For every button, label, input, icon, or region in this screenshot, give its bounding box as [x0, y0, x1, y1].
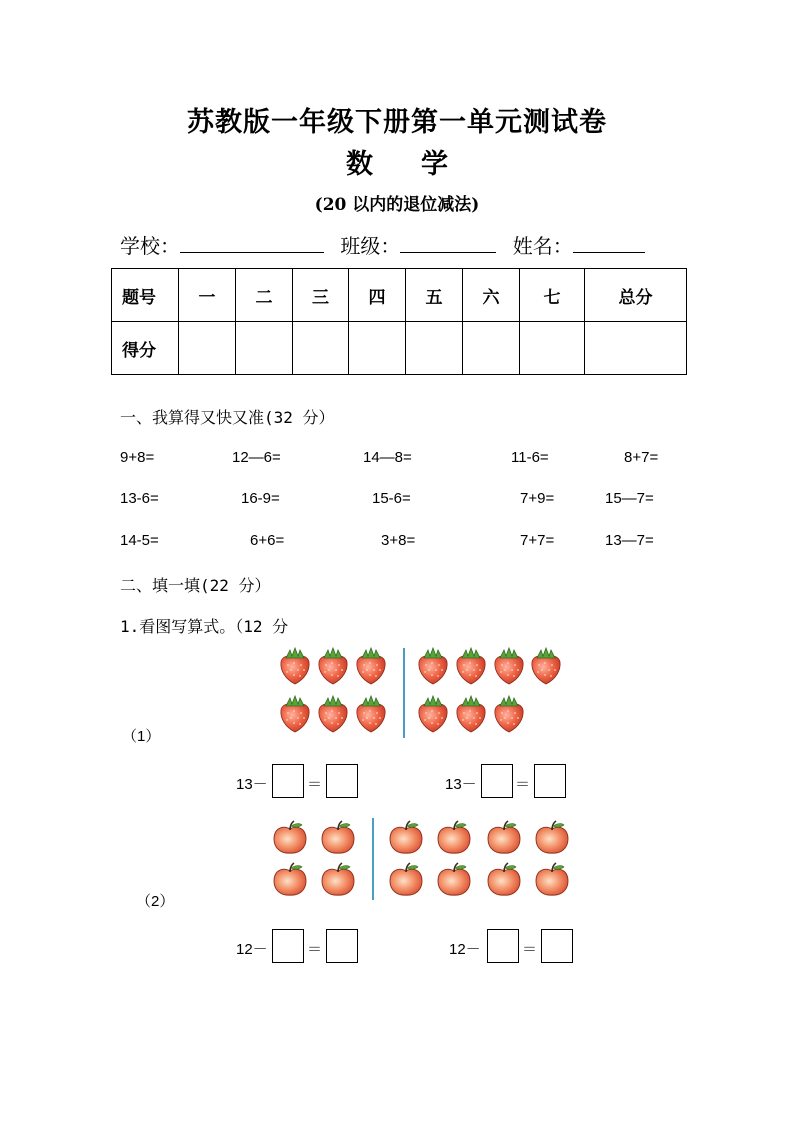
equation: 6+6=: [250, 532, 285, 549]
equation-label: 12－: [449, 941, 481, 958]
class-field[interactable]: [400, 232, 496, 253]
equals-sign: ＝: [307, 776, 323, 793]
part-1-label: （1）: [122, 728, 161, 745]
equation: 13-6=: [120, 490, 159, 507]
equals-sign: ＝: [307, 941, 323, 958]
strawberry-icon: [281, 648, 309, 684]
answer-box[interactable]: [326, 764, 358, 798]
strawberry-icon: [357, 696, 385, 732]
apple-icon: [274, 863, 306, 895]
equation-label: 13－: [445, 776, 477, 793]
apple-icon: [390, 863, 422, 895]
score-table: [111, 268, 687, 375]
strawberry-icon: [419, 696, 447, 732]
table-cell-q3: 三: [293, 269, 349, 322]
answer-box[interactable]: [272, 929, 304, 963]
equation: 13—7=: [605, 532, 654, 549]
score-input-q5[interactable]: [406, 322, 463, 375]
section-1-heading: 一、我算得又快又准(32 分）: [120, 408, 335, 427]
table-cell-q1: 一: [179, 269, 236, 322]
score-input-q4[interactable]: [349, 322, 406, 375]
strawberry-icon: [532, 648, 560, 684]
table-cell-q7: 七: [520, 269, 585, 322]
answer-box[interactable]: [534, 764, 566, 798]
score-input-q7[interactable]: [520, 322, 585, 375]
page-title: 苏教版一年级下册第一单元测试卷: [187, 107, 607, 138]
page-subtitle: (20 以内的退位减法): [314, 195, 480, 215]
question-1-heading: 1.看图写算式。（12 分: [120, 617, 289, 636]
equation: 3+8=: [381, 532, 416, 549]
table-cell-total: 总分: [585, 269, 687, 322]
apple-icon: [438, 821, 470, 853]
answer-box[interactable]: [481, 764, 513, 798]
school-label: 学校：: [120, 234, 180, 258]
equation: 7+7=: [520, 532, 555, 549]
equation: 14-5=: [120, 532, 159, 549]
apple-icon: [488, 821, 520, 853]
equation-label: 13－: [236, 776, 268, 793]
table-cell-q5: 五: [406, 269, 463, 322]
equation: 7+9=: [520, 490, 555, 507]
score-input-total[interactable]: [585, 322, 687, 375]
apple-icon: [536, 821, 568, 853]
class-label: 班级：: [340, 234, 401, 258]
section-2-heading: 二、填一填(22 分）: [120, 576, 271, 595]
strawberry-icon: [419, 648, 447, 684]
name-field[interactable]: [573, 232, 645, 253]
apple-icon: [488, 863, 520, 895]
equation: 15-6=: [372, 490, 411, 507]
table-cell-score-label: 得分: [112, 322, 179, 375]
group-divider: [403, 648, 405, 738]
score-input-q3[interactable]: [293, 322, 349, 375]
table-cell-header: 题号: [112, 269, 179, 322]
name-label: 姓名：: [512, 234, 573, 258]
apple-icon: [536, 863, 568, 895]
equation: 15—7=: [605, 490, 654, 507]
subject-char-2: 学: [421, 149, 448, 180]
subject-title: [0, 142, 794, 181]
table-row-questions: [112, 269, 687, 322]
strawberry-icon: [357, 648, 385, 684]
student-info-line: [120, 230, 645, 259]
table-cell-q2: 二: [236, 269, 293, 322]
equation: 12—6=: [232, 449, 281, 466]
part-2-label: （2）: [136, 893, 175, 910]
apple-icon: [390, 821, 422, 853]
school-field[interactable]: [180, 232, 324, 253]
equation: 9+8=: [120, 449, 155, 466]
strawberry-icon: [457, 648, 485, 684]
apple-icon: [322, 863, 354, 895]
strawberry-group: [278, 646, 568, 742]
score-input-q1[interactable]: [179, 322, 236, 375]
equals-sign: ＝: [522, 941, 538, 958]
equation: 16-9=: [241, 490, 280, 507]
strawberry-icon: [281, 696, 309, 732]
apple-icon: [322, 821, 354, 853]
score-input-q2[interactable]: [236, 322, 293, 375]
strawberry-icon: [319, 696, 347, 732]
equation: 8+7=: [624, 449, 659, 466]
equals-sign: ＝: [515, 776, 531, 793]
answer-box[interactable]: [541, 929, 573, 963]
equation: 11-6=: [511, 449, 549, 466]
equation: 14—8=: [363, 449, 412, 466]
answer-box[interactable]: [326, 929, 358, 963]
table-cell-q4: 四: [349, 269, 406, 322]
table-row-scores: [112, 322, 687, 375]
answer-box[interactable]: [487, 929, 519, 963]
strawberry-icon: [457, 696, 485, 732]
subject-char-1: 数: [346, 149, 373, 180]
apple-icon: [438, 863, 470, 895]
strawberry-icon: [495, 648, 523, 684]
strawberry-icon: [495, 696, 523, 732]
group-divider: [372, 818, 374, 900]
table-cell-q6: 六: [463, 269, 520, 322]
answer-box[interactable]: [272, 764, 304, 798]
apple-group: [271, 818, 576, 902]
score-input-q6[interactable]: [463, 322, 520, 375]
apple-icon: [274, 821, 306, 853]
equation-label: 12－: [236, 941, 268, 958]
strawberry-icon: [319, 648, 347, 684]
